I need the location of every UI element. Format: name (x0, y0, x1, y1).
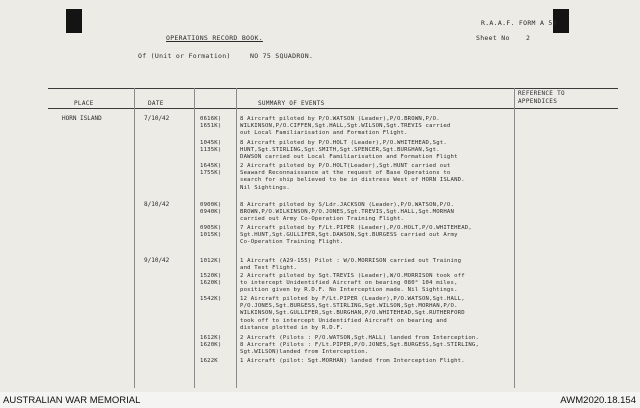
entry-time: 1651K) (200, 123, 222, 130)
entry-text: 2 Aircraft piloted by P/O.HOLT(Leader),Sgt.HUNT carried out (240, 163, 451, 169)
entry-text: DAWSON carried out Local Familiarisation and Formation Flight (240, 154, 458, 161)
entry-date: 9/10/42 (144, 257, 170, 264)
form-reference: R.A.A.F. FORM A 50 (481, 19, 557, 27)
entry-text: Sgt.HUNT,Sgt.GULLIFER,Sgt.DAWSON,Sgt.BURGESS carried out Army (240, 232, 458, 239)
column-place: PLACE (74, 100, 94, 107)
entry-time: 0900K) (200, 202, 222, 208)
entry-text: Sgt.WILSON)landed from Interception. (240, 349, 369, 356)
entry-time: 1015K) (200, 232, 222, 239)
entry-text: took off to intercept Unidentified Aircraft on bearing and (240, 317, 447, 324)
column-divider-place (134, 88, 135, 388)
entry-text: position given by R.D.F. No Interception made. Nil Sightings. (240, 287, 458, 294)
entry-text: search for ship believed to be in distress West of HORN ISLAND. (240, 177, 465, 184)
entry-text: Co-Operation Training Flight. (240, 239, 344, 246)
entry-time: 1645K) (200, 163, 222, 169)
unit-name: NO 75 SQUADRON. (250, 52, 314, 60)
entry-text: to intercept Unidentified Aircraft on bearing 080° 104 miles, (240, 280, 458, 287)
entry-text: out Local Familiarisation and Formation Flight. (240, 130, 408, 137)
entry-time: 1045K) (200, 140, 222, 146)
entry-text: 1 Aircraft (A29-155) Pilot : W/O.MORRISON carried out Training (240, 258, 462, 264)
column-divider-time (236, 88, 237, 388)
entry-text: 8 Aircraft piloted by S/Ldr.JACKSON (Leader),P/O.WATSON,P/O. (240, 202, 455, 208)
column-reference-line1: REFERENCE TO (518, 90, 565, 97)
entry-text: 2 Aircraft piloted by Sgt.TREVIS (Leader),W/O.MORRISON took off (240, 273, 465, 279)
column-reference-line2: APPENDICES (518, 98, 558, 105)
archive-footer (0, 392, 640, 408)
entry-time: 1612K) (200, 335, 222, 341)
entry-time: 1620K) (200, 342, 222, 349)
entry-time: 0616K) (200, 116, 222, 122)
column-divider-reference (514, 88, 515, 388)
place-name: HORN ISLAND (62, 115, 102, 122)
entry-text: 7 Aircraft piloted by F/Lt.PIPER (Leader),P/O.HOLT,P/O.WHITEHEAD, (240, 225, 472, 231)
column-divider-date (194, 88, 195, 388)
entry-text: WILKINSON,Sgt.GULLIFER,Sgt.BURGHAN,P/O.WHITEHEAD,Sgt.RUTHERFORD (240, 310, 465, 317)
entry-text: carried out Army Co-Operation Training Flight. (240, 216, 405, 223)
entry-time: 0940K) (200, 209, 222, 216)
entry-time: 1620K) (200, 280, 222, 287)
entry-time: 1012K) (200, 258, 222, 264)
entry-text: and Test Flight. (240, 265, 298, 272)
column-date: DATE (148, 100, 164, 107)
entry-time: 1542K) (200, 296, 222, 302)
entry-text: HUNT,Sgt.STIRLING,Sgt.SMITH,Sgt.SPENCER,Sgt.BURGHAN,Sgt. (240, 147, 440, 154)
entry-time: 1755K) (200, 170, 222, 177)
entry-time: 1135K) (200, 147, 222, 154)
entry-text: BROWN,P/O.WILKINSON,P/O.JONES,Sgt.TREVIS,Sgt.HALL,Sgt.MORHAN (240, 209, 455, 216)
entry-text: 12 Aircraft piloted by F/Lt.PIPER (Leader),P/O.WATSON,Sgt.HALL, (240, 296, 465, 302)
entry-text: 8 Aircraft piloted by P/O.WATSON (Leader),P/O.BROWN,P/O. (240, 116, 440, 122)
entry-text: Nil Sightings. (240, 184, 290, 191)
entry-text: 2 Aircraft (Pilots : P/O.WATSON,Sgt.HALL) landed from Interception. (240, 335, 480, 341)
entry-text: P/O.JONES,Sgt.BURGESS,Sgt.STIRLING,Sgt.WILSON,Sgt.MORHAN,P/O. (240, 303, 458, 310)
entry-text: 8 Aircraft piloted by P/O.HOLT (Leader),P/O.WHITEHEAD,Sgt. (240, 140, 447, 146)
binding-tab-left (66, 9, 82, 33)
column-summary: SUMMARY OF EVENTS (258, 100, 325, 107)
entry-date: 8/10/42 (144, 201, 170, 208)
footer-institution: AUSTRALIAN WAR MEMORIAL (3, 395, 141, 406)
sheet-label: Sheet No (476, 34, 510, 42)
entry-text: WILKINSON,P/O.CIFFEN,Sgt.HALL,Sgt.WILSON,Sgt.TREVIS carried (240, 123, 451, 130)
entry-text: Seaward Reconnaissance at the request of Base Operations to (240, 170, 451, 177)
entry-text: 1 Aircraft (pilot: Sgt.MORHAN) landed from Interception Flight. (240, 358, 465, 364)
entry-time: 1622K (200, 358, 218, 364)
document-title: OPERATIONS RECORD BOOK. (166, 34, 263, 42)
entry-date: 7/10/42 (144, 115, 170, 122)
unit-label: Of (Unit or Formation) (138, 52, 231, 60)
entry-text: distance plotted in by R.D.F. (240, 324, 344, 331)
sheet-number: 2 (526, 34, 531, 42)
entry-text: 8 Aircraft (Pilots : F/Lt.PIPER,P/O.JONES,Sgt.BURGESS,Sgt.STIRLING, (240, 342, 480, 349)
footer-accession: AWM2020.18.154 (560, 395, 636, 406)
entry-time: 0905K) (200, 225, 222, 231)
entry-time: 1520K) (200, 273, 222, 279)
